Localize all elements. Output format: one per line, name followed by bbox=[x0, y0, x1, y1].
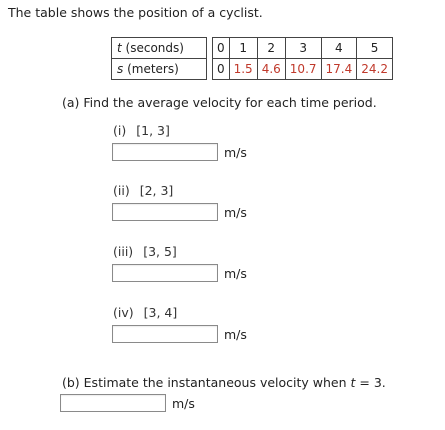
part-b-question-suffix: = 3. bbox=[355, 375, 386, 390]
position-cell: 24.2 bbox=[357, 59, 393, 80]
time-cell: 1 bbox=[229, 38, 257, 59]
part-iii-interval: [3, 5] bbox=[143, 244, 177, 259]
part-i-label bbox=[113, 123, 170, 138]
answer-input-ii[interactable] bbox=[112, 203, 218, 221]
time-row bbox=[112, 38, 393, 59]
part-i-number: (i) bbox=[113, 123, 127, 138]
position-row bbox=[112, 59, 393, 80]
position-cell: 10.7 bbox=[285, 59, 321, 80]
unit-label-ii: m/s bbox=[224, 205, 247, 220]
answer-input-b[interactable] bbox=[60, 394, 166, 412]
position-cell: 4.6 bbox=[257, 59, 285, 80]
part-ii-interval: [2, 3] bbox=[139, 183, 174, 198]
position-cell: 17.4 bbox=[321, 59, 357, 80]
part-iv-number: (iv) bbox=[113, 305, 134, 320]
time-cell: 2 bbox=[257, 38, 285, 59]
time-unit: (seconds) bbox=[125, 41, 184, 55]
position-variable: s bbox=[117, 62, 124, 76]
time-row-label bbox=[112, 38, 207, 59]
problem-intro: The table shows the position of a cyclist. bbox=[8, 5, 263, 20]
position-row-label bbox=[112, 59, 207, 80]
part-a-question: (a) Find the average velocity for each time period. bbox=[62, 95, 377, 110]
part-b-variable: t bbox=[350, 375, 356, 390]
part-iv-interval: [3, 4] bbox=[143, 305, 178, 320]
part-iii-number: (iii) bbox=[113, 244, 134, 259]
position-unit: (meters) bbox=[127, 62, 179, 76]
position-cell: 0 bbox=[212, 59, 229, 80]
unit-label-iii: m/s bbox=[224, 266, 247, 281]
time-cell: 4 bbox=[321, 38, 357, 59]
unit-label-iv: m/s bbox=[224, 327, 247, 342]
time-cell: 5 bbox=[357, 38, 393, 59]
unit-label-i: m/s bbox=[224, 145, 247, 160]
part-i-interval: [1, 3] bbox=[136, 123, 170, 138]
part-iii-label bbox=[113, 244, 177, 259]
time-variable: t bbox=[117, 41, 122, 55]
part-b-question bbox=[62, 375, 386, 390]
answer-input-i[interactable] bbox=[112, 143, 218, 161]
part-iv-label bbox=[113, 305, 177, 320]
answer-input-iv[interactable] bbox=[112, 325, 218, 343]
time-cell: 3 bbox=[285, 38, 321, 59]
position-table bbox=[111, 37, 393, 80]
part-ii-number: (ii) bbox=[113, 183, 130, 198]
position-cell: 1.5 bbox=[229, 59, 257, 80]
part-b-question-prefix: (b) Estimate the instantaneous velocity when bbox=[62, 375, 351, 390]
part-ii-label bbox=[113, 183, 173, 198]
time-cell: 0 bbox=[212, 38, 229, 59]
unit-label-b: m/s bbox=[172, 396, 195, 411]
answer-input-iii[interactable] bbox=[112, 264, 218, 282]
